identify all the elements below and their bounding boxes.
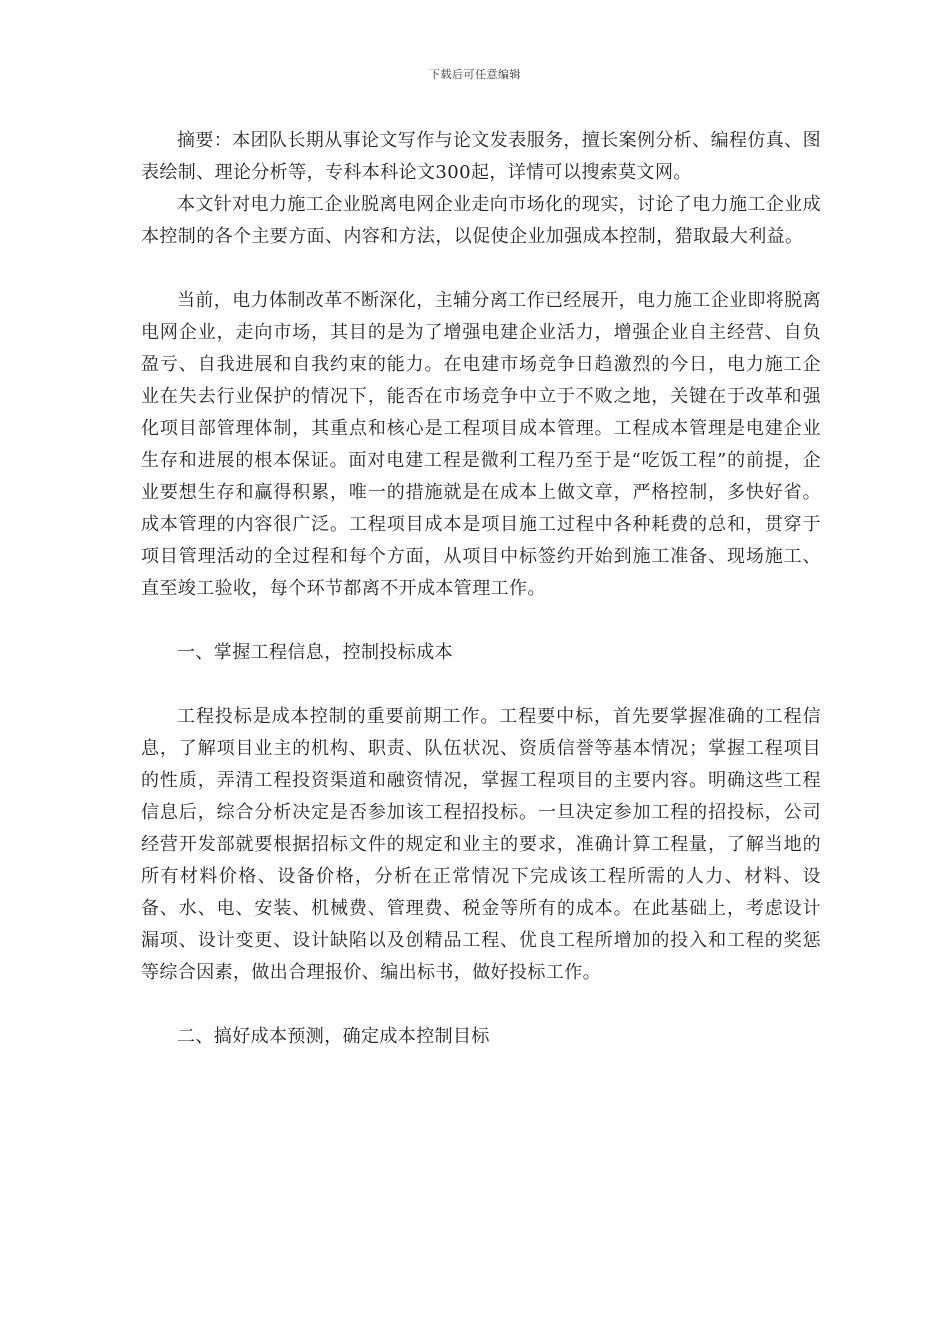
section-heading: 一、掌握工程信息，控制投标成本 <box>177 642 453 663</box>
abstract-paragraph: 摘要：本团队长期从事论文写作与论文发表服务，擅长案例分析、编程仿真、图表绘制、理论分析等，专科本科论文300起，详情可以搜索莫文网。 <box>141 130 821 183</box>
intro-paragraph: 本文针对电力施工企业脱离电网企业走向市场化的现实，讨论了电力施工企业成本控制的各个主要方面、内容和方法，以促使企业加强成本控制，猎取最大利益。 <box>141 194 821 247</box>
body-paragraph: 当前，电力体制改革不断深化，主辅分离工作已经展开，电力施工企业即将脱离电网企业，走向市场，其目的是为了增强电建企业活力，增强企业自主经营、自负盈亏、自我进展和自我约束的能力。在电建市场竞争日趋激烈的今日，电力施工企业在失去行业保护的情况下，能否在市场竞争中立于不败之地，关键在于改革和强化项目部管理体制，其重点和核心是工程项目成本管理。工程成本管理是电建企业生存和进展的根本保证。面对电建工程是微利工程乃至于是“吃饭工程”的前提，企业要想生存和赢得积累，唯一的措施就是在成本上做文章，严格控制，多快好省。成本管理的内容很广泛。工程项目成本是项目施工过程中各种耗费的总和，贯穿于项目管理活动的全过程和每个方面，从项目中标签约开始到施工准备、现场施工、直至竣工验收，每个环节都离不开成本管理工作。 <box>141 290 821 599</box>
body-paragraph: 工程投标是成本控制的重要前期工作。工程要中标，首先要掌握准确的工程信息，了解项目业主的机构、职责、队伍状况、资质信誉等基本情况；掌握工程项目的性质，弄清工程投资渠道和融资情况，掌握工程项目的主要内容。明确这些工程信息后，综合分析决定是否参加该工程招投标。一旦决定参加工程的招投标，公司经营开发部就要根据招标文件的规定和业主的要求，准确计算工程量，了解当地的所有材料价格、设备价格，分析在正常情况下完成该工程所需的人力、材料、设备、水、电、安装、机械费、管理费、税金等所有的成本。在此基础上，考虑设计漏项、设计变更、设计缺陷以及创精品工程、优良工程所增加的投入和工程的奖惩等综合因素，做出合理报价、编出标书，做好投标工作。 <box>141 706 821 983</box>
document-body <box>141 125 821 1085</box>
section-heading: 二、搞好成本预测，确定成本控制目标 <box>177 1026 490 1047</box>
page-header: 下载后可任意编辑 <box>429 68 521 81</box>
